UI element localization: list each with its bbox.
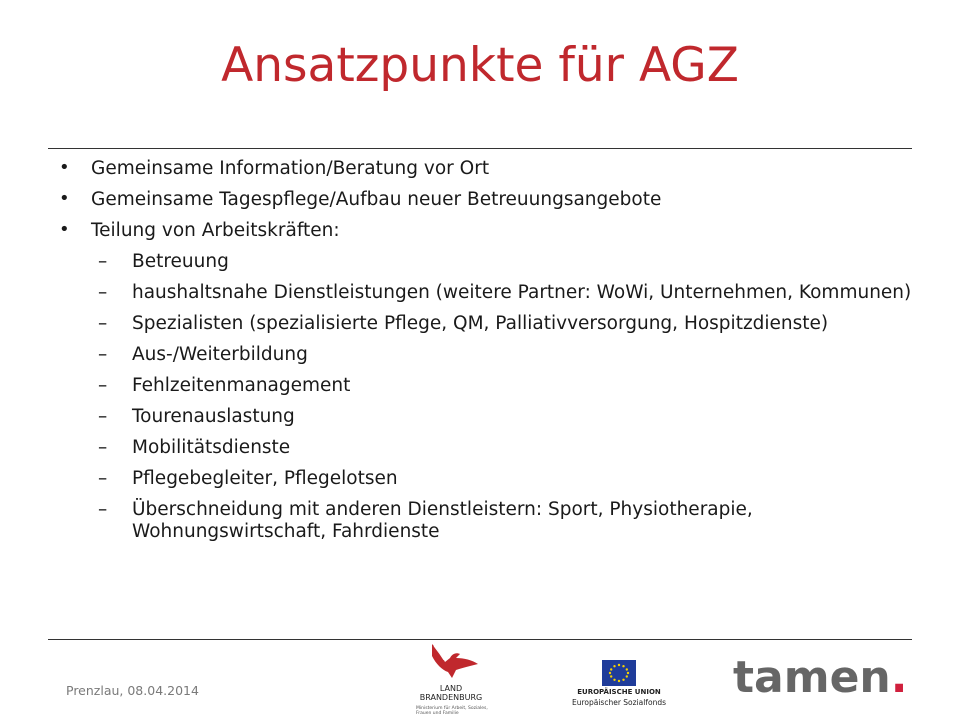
sub-item [55,375,925,397]
sub-item [55,251,925,273]
sub-item-text: Überschneidung mit anderen Dienstleistern: Sport, Physiotherapie, Wohnungswirtschaft, Fahrdienste [132,499,753,542]
sub-item [55,499,925,543]
dash-mark: – [98,437,108,458]
tamen-dot: . [890,652,908,703]
dash-mark: – [98,251,108,272]
esf-label: Europäischer Sozialfonds [571,698,666,707]
eu-union-label: EUROPÄISCHE UNION [577,688,661,696]
bullet-text: Teilung von Arbeitskräften: [91,220,340,241]
sub-item-text: Betreuung [132,251,229,272]
brandenburg-ministry: Ministerium für Arbeit, Soziales, Frauen und Familie [416,706,488,716]
sub-item [55,406,925,428]
sub-item-text: Aus-/Weiterbildung [132,344,308,365]
slide-content [55,158,925,552]
tamen-logo [733,652,908,703]
sub-item [55,282,925,304]
bullet-item [55,158,925,180]
sub-item [55,437,925,459]
sub-item-text: Fehlzeitenmanagement [132,375,351,396]
dash-mark: – [98,282,108,303]
sub-item [55,313,925,335]
dash-mark: – [98,313,108,334]
dash-mark: – [98,499,108,520]
tamen-word: tamen [733,652,891,703]
sub-item-text: Tourenauslastung [132,406,295,427]
bullet-mark: • [59,157,70,178]
bullet-item [55,220,925,242]
bullet-mark: • [59,219,70,240]
sub-item [55,344,925,366]
dash-mark: – [98,375,108,396]
sub-item-text: Spezialisten (spezialisierte Pflege, QM, Palliativversorgung, Hospitzdienste) [132,313,829,334]
sub-item-text: Mobilitätsdienste [132,437,291,458]
top-divider [48,148,912,149]
slide-title: Ansatzpunkte für AGZ [221,38,739,93]
eagle-icon [412,640,490,686]
bullet-text: Gemeinsame Information/Beratung vor Ort [91,158,490,179]
sub-item-text: haushaltsnahe Dienstleistungen (weitere Partner: WoWi, Unternehmen, Kommunen) [132,282,912,303]
dash-mark: – [98,344,108,365]
brandenburg-logo [412,640,490,718]
bullet-item [55,189,925,211]
eu-flag-icon [602,660,636,686]
dash-mark: – [98,406,108,427]
sub-item [55,468,925,490]
sub-item-text: Pflegebegleiter, Pflegelotsen [132,468,398,489]
eu-esf-logo [556,658,682,708]
bullet-mark: • [59,188,70,209]
brandenburg-name: LAND BRANDENBURG [419,684,483,702]
dash-mark: – [98,468,108,489]
bullet-text: Gemeinsame Tagespflege/Aufbau neuer Betreuungsangebote [91,189,662,210]
footer-place-date: Prenzlau, 08.04.2014 [66,683,199,698]
